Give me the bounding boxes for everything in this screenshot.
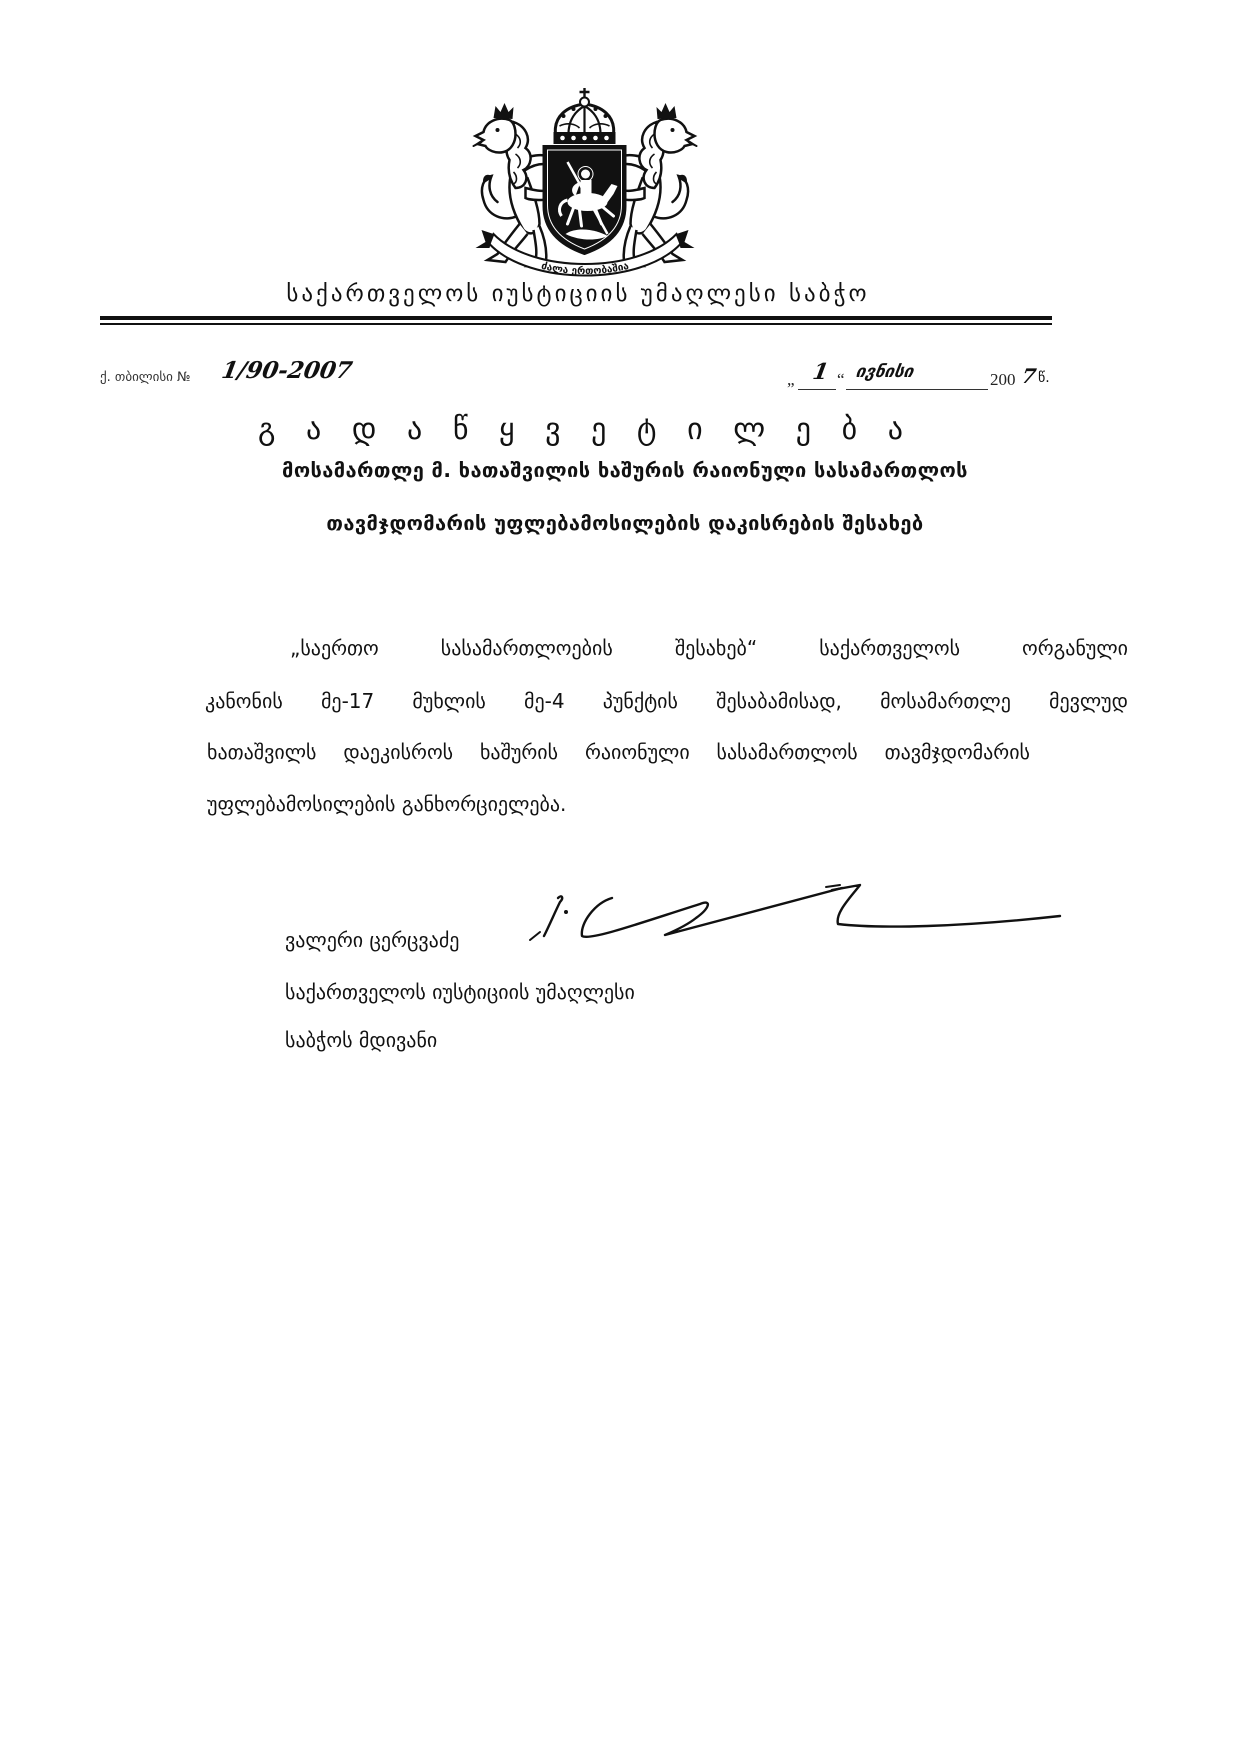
signatory-position: საბჭოს მდივანი: [285, 1028, 438, 1052]
header-rule-thick: [100, 316, 1052, 320]
date-month: ივნისი: [854, 362, 916, 382]
date-year-handwritten: 7: [1019, 364, 1039, 388]
header-rule-thin: [100, 323, 1052, 325]
handwritten-signature: [500, 868, 1070, 960]
signatory-name: ვალერი ცერცვაძე: [285, 928, 460, 952]
institution-header: საქართველოს იუსტიციის უმაღლესი საბჭო: [286, 281, 870, 307]
date-open-quote: „: [787, 370, 795, 389]
signatory-position: საქართველოს იუსტიციის უმაღლესი: [285, 980, 635, 1004]
right-lion: [620, 103, 696, 266]
body-text-line: ხათაშვილს დაეკისროს ხაშურის რაიონული სასამართლოს თავმჯდომარის: [207, 740, 1030, 764]
document-subtitle-line: მოსამართლე მ. ხათაშვილის ხაშურის რაიონული სასამართლოს: [282, 458, 968, 482]
date-close-quote: “: [837, 370, 845, 389]
body-text-line: უფლებამოსილების განხორციელება.: [207, 792, 567, 816]
date-year-printed: 200: [990, 370, 1016, 389]
reference-place-label: ქ. თბილისი №: [100, 370, 191, 385]
body-text-line: კანონის მე-17 მუხლის მე-4 პუნქტის შესაბამისად, მოსამართლე მევლუდ: [205, 689, 1128, 713]
body-text-line: „საერთო სასამართლოების შესახებ“ საქართველოს ორგანული: [290, 636, 1128, 660]
coat-of-arms-emblem: [465, 84, 705, 289]
date-day-underline: [798, 389, 836, 390]
left-lion: [474, 103, 550, 266]
date-month-underline: [846, 389, 988, 390]
motto-text: ძალა ერთობაშია: [540, 260, 630, 278]
document-title: გ ა დ ა წ ყ ვ ე ტ ი ლ ე ბ ა: [258, 412, 903, 447]
reference-number: 1/90-2007: [219, 357, 355, 384]
document-subtitle-line: თავმჯდომარის უფლებამოსილების დაკისრების შესახებ: [326, 511, 924, 535]
date-day: 1: [810, 359, 831, 385]
royal-crown: [554, 88, 616, 144]
date-year-suffix: წ.: [1038, 370, 1050, 386]
shield-st-george: [544, 146, 626, 254]
